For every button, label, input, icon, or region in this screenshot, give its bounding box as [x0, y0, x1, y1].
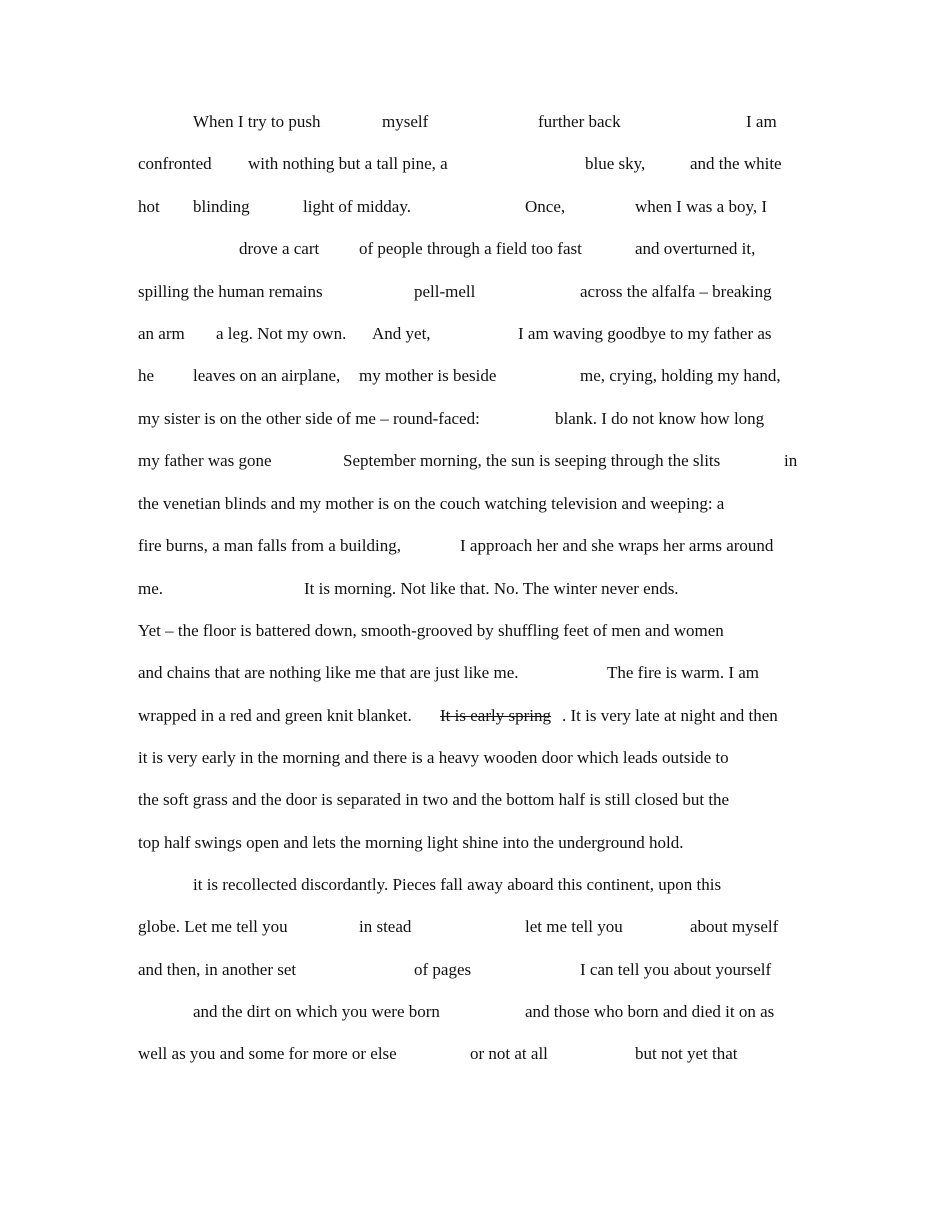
text-segment: further back	[538, 112, 621, 131]
text-segment: blinding	[193, 197, 250, 216]
text-segment: about myself	[690, 917, 779, 936]
text-line	[0, 788, 940, 812]
text-segment: I approach her and she wraps her arms around	[460, 536, 774, 555]
text-segment: . It is very late at night and then	[562, 706, 778, 725]
text-segment: confronted	[138, 154, 212, 173]
text-line	[0, 492, 940, 516]
text-line	[0, 322, 940, 346]
text-line	[0, 1042, 940, 1066]
text-segment: it is recollected discordantly. Pieces fall away aboard this continent, upon this	[193, 875, 722, 894]
text-segment: I am waving goodbye to my father as	[518, 324, 772, 343]
text-segment: the soft grass and the door is separated in two and the bottom half is still closed but the	[138, 790, 730, 809]
text-line	[0, 364, 940, 388]
text-segment: the venetian blinds and my mother is on the couch watching television and weeping: a	[138, 494, 725, 513]
text-segment: and those who born and died it on as	[525, 1002, 775, 1021]
text-segment: and the white	[690, 154, 782, 173]
text-line	[0, 831, 940, 855]
text-segment: me, crying, holding my hand,	[580, 366, 781, 385]
text-segment: he	[138, 366, 155, 385]
text-line	[0, 746, 940, 770]
text-segment: hot	[138, 197, 160, 216]
text-segment: and then, in another set	[138, 960, 297, 979]
text-line	[0, 407, 940, 431]
text-segment: It is morning. Not like that. No. The winter never ends.	[304, 579, 679, 598]
text-line	[0, 958, 940, 982]
text-segment: let me tell you	[525, 917, 623, 936]
text-segment: and the dirt on which you were born	[193, 1002, 440, 1021]
text-line	[0, 449, 940, 473]
text-line	[0, 1000, 940, 1024]
text-segment: pell-mell	[414, 282, 476, 301]
text-segment: my sister is on the other side of me – round-faced:	[138, 409, 480, 428]
text-segment: in	[784, 451, 798, 470]
text-segment: and overturned it,	[635, 239, 756, 258]
text-line	[0, 704, 940, 728]
text-segment: well as you and some for more or else	[138, 1044, 397, 1063]
text-segment: fire burns, a man falls from a building,	[138, 536, 401, 555]
text-line	[0, 534, 940, 558]
text-segment: but not yet that	[635, 1044, 738, 1063]
text-segment: Once,	[525, 197, 566, 216]
text-line	[0, 619, 940, 643]
text-segment: I am	[746, 112, 777, 131]
text-segment: my father was gone	[138, 451, 272, 470]
text-segment: leaves on an airplane,	[193, 366, 341, 385]
text-line	[0, 873, 940, 897]
text-segment: Yet – the floor is battered down, smooth-grooved by shuffling feet of men and women	[138, 621, 724, 640]
text-line	[0, 577, 940, 601]
text-segment: top half swings open and lets the morning light shine into the underground hold.	[138, 833, 684, 852]
text-segment: When I try to push	[193, 112, 321, 131]
text-segment: And yet,	[372, 324, 431, 343]
text-segment: when I was a boy, I	[635, 197, 768, 216]
text-segment: with nothing but a tall pine, a	[248, 154, 448, 173]
text-segment: blue sky,	[585, 154, 646, 173]
text-segment: it is very early in the morning and there is a heavy wooden door which leads outside to	[138, 748, 729, 767]
text-line	[0, 915, 940, 939]
text-segment: and chains that are nothing like me that are just like me.	[138, 663, 519, 682]
text-segment: blank. I do not know how long	[555, 409, 765, 428]
text-line	[0, 280, 940, 304]
text-segment: myself	[382, 112, 429, 131]
text-line	[0, 237, 940, 261]
text-line	[0, 661, 940, 685]
text-line	[0, 195, 940, 219]
text-segment: my mother is beside	[359, 366, 497, 385]
text-line	[0, 110, 940, 134]
struck-text: It is early spring	[440, 706, 551, 725]
text-segment: light of midday.	[303, 197, 411, 216]
text-segment: drove a cart	[239, 239, 320, 258]
text-segment: a leg. Not my own.	[216, 324, 347, 343]
text-segment: of people through a field too fast	[359, 239, 582, 258]
text-segment: September morning, the sun is seeping through the slits	[343, 451, 721, 470]
text-segment: across the alfalfa – breaking	[580, 282, 772, 301]
text-segment: spilling the human remains	[138, 282, 323, 301]
text-segment: an arm	[138, 324, 185, 343]
text-segment: I can tell you about yourself	[580, 960, 772, 979]
text-segment: globe. Let me tell you	[138, 917, 288, 936]
text-segment: of pages	[414, 960, 472, 979]
text-segment: wrapped in a red and green knit blanket.	[138, 706, 412, 725]
text-segment: or not at all	[470, 1044, 548, 1063]
text-segment: The fire is warm. I am	[607, 663, 759, 682]
text-segment: me.	[138, 579, 164, 598]
text-segment: in stead	[359, 917, 412, 936]
text-line	[0, 152, 940, 176]
